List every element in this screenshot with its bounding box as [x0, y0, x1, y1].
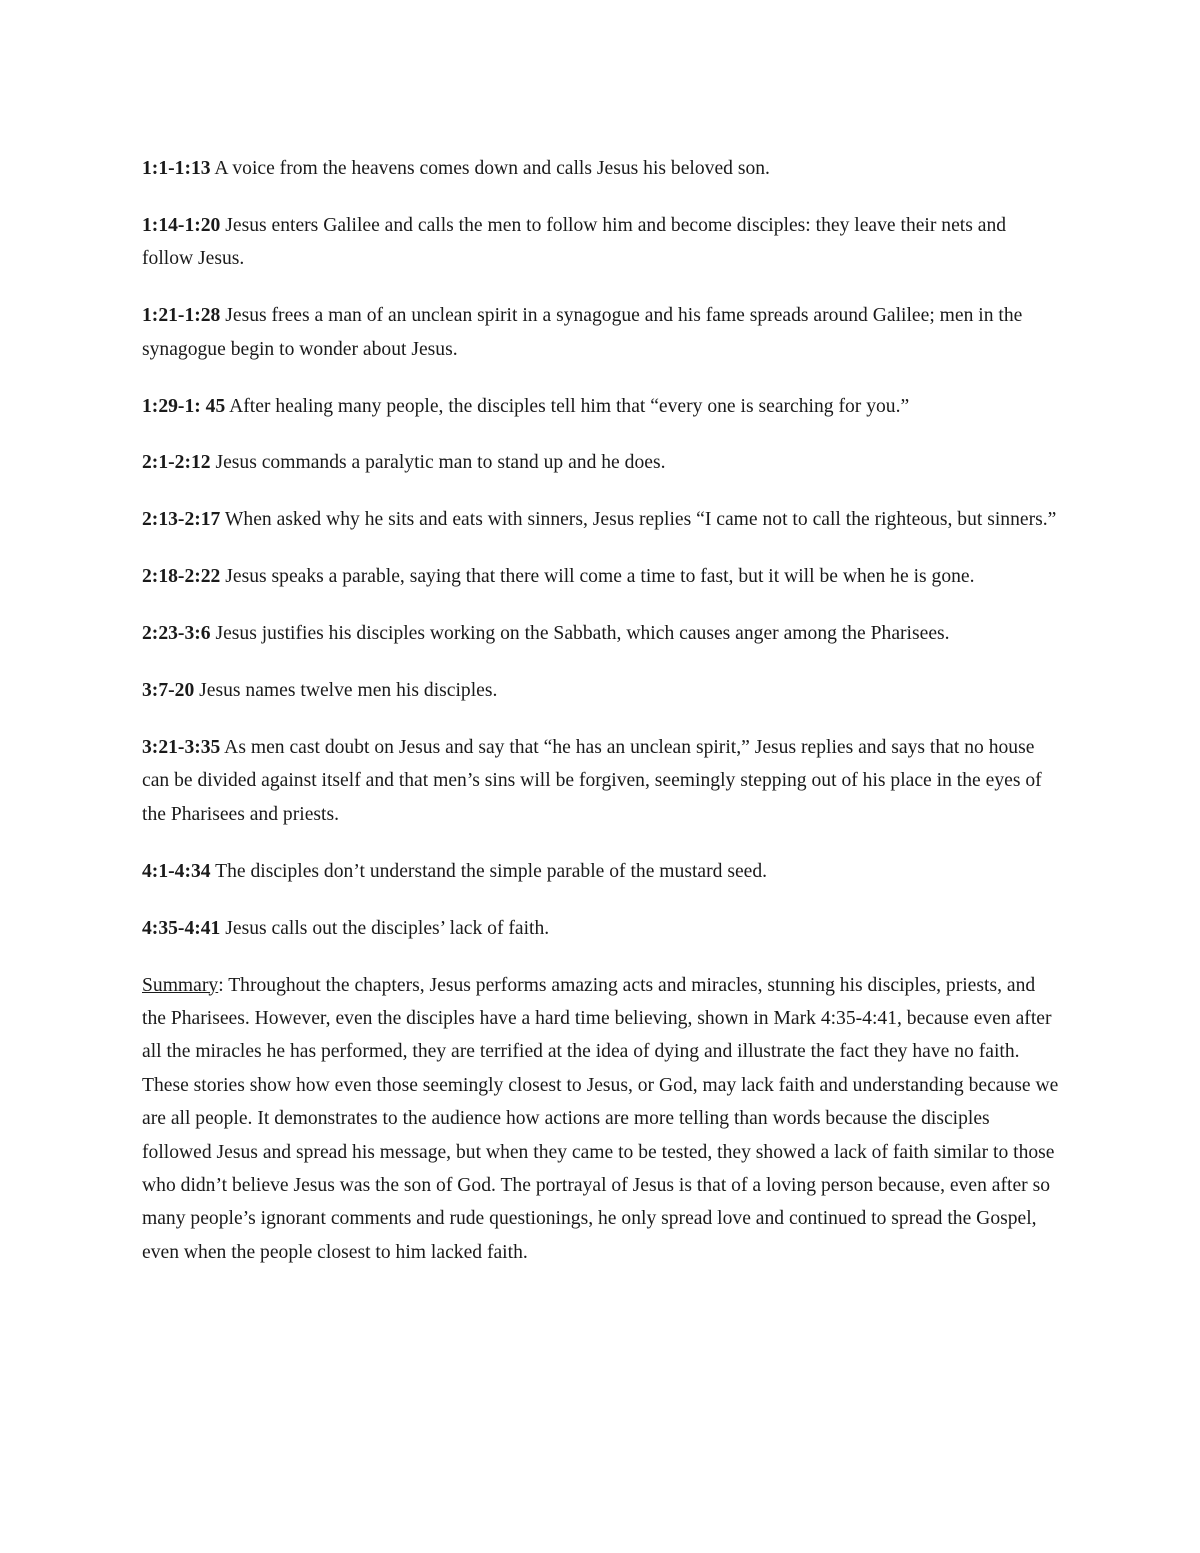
chapter-summary-entry [142, 446, 1062, 479]
entry-text: When asked why he sits and eats with sinners, Jesus replies “I came not to call the righteous, but sinners.” [220, 509, 1057, 531]
entry-text: Jesus justifies his disciples working on the Sabbath, which causes anger among the Pharisees. [210, 623, 950, 645]
verse-reference: 4:1-4:34 [142, 860, 211, 882]
chapter-summary-entry [142, 674, 1062, 707]
entry-text: As men cast doubt on Jesus and say that “he has an unclean spirit,” Jesus replies and says that no house can be divided against itself and that men’s sins will be forgiven, seemingly stepping out of his place in the eyes of the Pharisees and priests. [142, 736, 1042, 825]
verse-reference: 2:13-2:17 [142, 509, 221, 531]
entry-text: The disciples don’t understand the simple parable of the mustard seed. [210, 860, 768, 882]
chapter-summary-entry [142, 503, 1062, 536]
verse-reference: 1:14-1:20 [142, 214, 221, 236]
chapter-summary-entry [142, 560, 1062, 593]
chapter-summary-entry [142, 617, 1062, 650]
summary-label: Summary [142, 974, 219, 996]
verse-reference: 3:21-3:35 [142, 736, 221, 758]
chapter-summary-entry [142, 731, 1062, 831]
chapter-summary-entry [142, 209, 1062, 276]
chapter-summary-entry [142, 390, 1062, 423]
entry-text: Jesus frees a man of an unclean spirit in a synagogue and his fame spreads around Galilee; men in the synagogue begin to wonder about Jesus. [142, 305, 1023, 360]
verse-reference: 2:18-2:22 [142, 566, 221, 588]
entry-text: A voice from the heavens comes down and calls Jesus his beloved son. [210, 158, 770, 179]
verse-reference: 4:35-4:41 [142, 917, 221, 939]
verse-reference: 2:23-3:6 [142, 623, 211, 645]
verse-reference: 1:21-1:28 [142, 305, 221, 327]
verse-reference: 1:1-1:13 [142, 158, 211, 179]
entry-text: Jesus speaks a parable, saying that there will come a time to fast, but it will be when he is gone. [220, 566, 975, 588]
summary-paragraph [142, 969, 1062, 1270]
document-body [142, 152, 1062, 1293]
entry-text: Jesus enters Galilee and calls the men to follow him and become disciples: they leave their nets and follow Jesus. [142, 214, 1007, 270]
verse-reference: 1:29-1: 45 [142, 395, 226, 417]
chapter-summary-entry [142, 152, 1062, 185]
summary-text: : Throughout the chapters, Jesus performs amazing acts and miracles, stunning his disciples, priests, and the Pharisees. However, even the disciples have a hard time believing, shown in Mark 4:35-4:41, because even after all the miracles he has performed, they are terrified at the idea of dying and illustrate the fact they have no faith. These stories show how even those seemingly closest to Jesus, or God, may lack faith and understanding because we are all people. It demonstrates to the audience how actions are more telling than words because the disciples followed Jesus and spread his message, but when they came to be tested, they showed a lack of faith similar to those who didn’t believe Jesus was the son of God. The portrayal of Jesus is that of a loving person because, even after so many people’s ignorant comments and rude questionings, he only spread love and continued to spread the Gospel, even when the people closest to him lacked faith. [142, 974, 1059, 1263]
chapter-summary-entry [142, 855, 1062, 888]
entry-text: Jesus calls out the disciples’ lack of faith. [220, 917, 550, 939]
chapter-summary-entry [142, 912, 1062, 945]
entry-text: Jesus commands a paralytic man to stand up and he does. [210, 452, 666, 474]
verse-reference: 3:7-20 [142, 680, 195, 702]
verse-reference: 2:1-2:12 [142, 452, 211, 474]
entry-text: After healing many people, the disciples tell him that “every one is searching for you.” [225, 395, 910, 417]
entry-text: Jesus names twelve men his disciples. [194, 680, 498, 702]
chapter-summary-entry [142, 299, 1062, 366]
